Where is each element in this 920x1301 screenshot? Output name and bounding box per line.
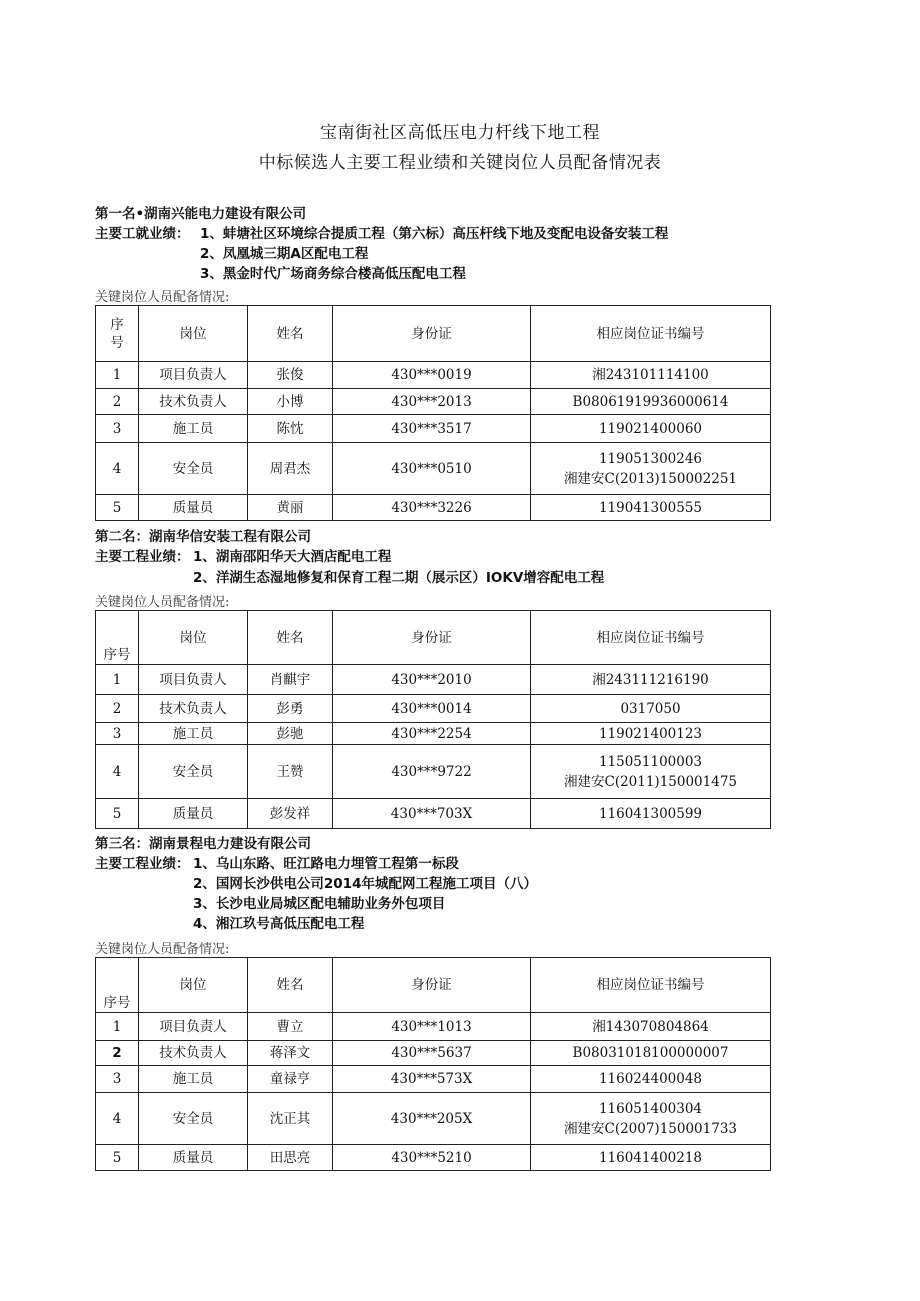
cell-id: 430***5637 <box>333 1041 531 1066</box>
cell-cert: 0317050 <box>531 695 771 723</box>
header-name: 姓名 <box>248 611 333 665</box>
candidate-2-performance-label: 主要工程业绩： <box>95 549 190 565</box>
cell-cert: 119021400123 <box>531 723 771 745</box>
cell-id: 430***3517 <box>333 415 531 443</box>
cell-cert <box>531 1093 771 1145</box>
candidate-2-staff-label: 关键岗位人员配备情况: <box>95 595 230 610</box>
cell-name: 沈正其 <box>248 1093 333 1145</box>
table-header-row <box>96 958 771 1013</box>
candidate-1-staff-label: 关键岗位人员配备情况: <box>95 290 230 305</box>
cell-post: 施工员 <box>139 723 248 745</box>
candidate-2-staff-table <box>95 610 771 829</box>
table-row <box>96 389 771 415</box>
cell-name: 彭驰 <box>248 723 333 745</box>
cell-text-line: 115051100003 <box>598 753 703 770</box>
header-seq <box>96 306 139 362</box>
cell-seq: 1 <box>96 665 139 695</box>
cell-name: 童禄亨 <box>248 1066 333 1093</box>
table-row <box>96 1145 771 1171</box>
cell-seq: 4 <box>96 1093 139 1145</box>
candidate-2-project-2: 2、洋湖生态湿地修复和保育工程二期（展示区）IOKV增容配电工程 <box>193 570 605 586</box>
candidate-3-project-4: 4、湘江玖号高低压配电工程 <box>193 916 365 932</box>
cell-name: 王赞 <box>248 745 333 799</box>
cell-post: 安全员 <box>139 745 248 799</box>
cell-cert: 119041300555 <box>531 495 771 521</box>
cell-text-line: 湘建安C(2013)150002251 <box>563 470 738 487</box>
cell-name: 陈忱 <box>248 415 333 443</box>
header-cert: 相应岗位证书编号 <box>531 611 771 665</box>
candidate-1-heading: 第一名•湖南兴能电力建设有限公司 <box>95 206 307 222</box>
cell-name: 彭发祥 <box>248 799 333 829</box>
cell-name: 曹立 <box>248 1013 333 1041</box>
cell-name: 周君杰 <box>248 443 333 495</box>
cell-post: 质量员 <box>139 799 248 829</box>
table-row <box>96 415 771 443</box>
table-row <box>96 443 771 495</box>
header-post: 岗位 <box>139 958 248 1013</box>
cell-cert: 119021400060 <box>531 415 771 443</box>
header-name: 姓名 <box>248 958 333 1013</box>
header-id: 身份证 <box>333 306 531 362</box>
cell-id: 430***2010 <box>333 665 531 695</box>
cell-seq: 4 <box>96 745 139 799</box>
candidate-3-performance-label: 主要工程业绩： <box>95 856 190 872</box>
cell-post: 项目负责人 <box>139 665 248 695</box>
table-row <box>96 665 771 695</box>
header-post: 岗位 <box>139 611 248 665</box>
table-header-row <box>96 611 771 665</box>
cell-seq: 5 <box>96 1145 139 1171</box>
cell-seq: 4 <box>96 443 139 495</box>
table-row <box>96 1066 771 1093</box>
cell-id: 430***0014 <box>333 695 531 723</box>
cell-text-line: 湘建安C(2007)150001733 <box>563 1120 738 1137</box>
cell-text-line: 号 <box>110 334 124 351</box>
cell-cert <box>531 745 771 799</box>
cell-seq: 2 <box>96 695 139 723</box>
candidate-1-performance-label: 主要工就业绩： <box>95 226 190 242</box>
cell-cert: 湘243111216190 <box>531 665 771 695</box>
candidate-2-heading: 第二名：湖南华信安装工程有限公司 <box>95 529 311 545</box>
table-row <box>96 362 771 389</box>
cell-post: 技术负责人 <box>139 695 248 723</box>
table-row <box>96 799 771 829</box>
header-cert: 相应岗位证书编号 <box>531 306 771 362</box>
cell-post: 安全员 <box>139 1093 248 1145</box>
cell-text-line: 序 <box>110 316 124 333</box>
header-seq: 序号 <box>96 958 139 1013</box>
candidate-3-staff-table <box>95 957 771 1171</box>
candidate-2-project-1: 1、湖南邵阳华天大酒店配电工程 <box>193 549 392 565</box>
cell-cert: 116024400048 <box>531 1066 771 1093</box>
cell-post: 质量员 <box>139 495 248 521</box>
cell-id: 430***205X <box>333 1093 531 1145</box>
table-row <box>96 1013 771 1041</box>
cell-cert: 湘243101114100 <box>531 362 771 389</box>
candidate-3-project-1: 1、乌山东路、旺江路电力埋管工程第一标段 <box>193 856 459 872</box>
cell-name: 张俊 <box>248 362 333 389</box>
candidate-3-heading: 第三名：湖南景程电力建设有限公司 <box>95 836 311 852</box>
cell-cert: 116041400218 <box>531 1145 771 1171</box>
cell-post: 质量员 <box>139 1145 248 1171</box>
cell-post: 施工员 <box>139 1066 248 1093</box>
candidate-1-project-2: 2、凤凰城三期A区配电工程 <box>200 246 369 262</box>
candidate-3-project-2: 2、国网长沙供电公司2014年城配网工程施工项目（八） <box>193 876 537 892</box>
header-name: 姓名 <box>248 306 333 362</box>
cell-name: 田思亮 <box>248 1145 333 1171</box>
cell-id: 430***703X <box>333 799 531 829</box>
cell-text-line: 119051300246 <box>598 450 703 467</box>
cell-post: 技术负责人 <box>139 389 248 415</box>
table-row <box>96 695 771 723</box>
cell-seq: 2 <box>96 389 139 415</box>
table-row <box>96 495 771 521</box>
cell-id: 430***5210 <box>333 1145 531 1171</box>
cell-name: 黄丽 <box>248 495 333 521</box>
cell-id: 430***0510 <box>333 443 531 495</box>
cell-name: 肖麒宇 <box>248 665 333 695</box>
table-row <box>96 745 771 799</box>
candidate-3-project-3: 3、长沙电业局城区配电辅助业务外包项目 <box>193 896 446 912</box>
cell-cert: B08031018100000007 <box>531 1041 771 1066</box>
cell-post: 技术负责人 <box>139 1041 248 1066</box>
document-title: 宝南街社区高低压电力杆线下地工程 <box>320 123 600 143</box>
header-cert: 相应岗位证书编号 <box>531 958 771 1013</box>
cell-seq: 3 <box>96 415 139 443</box>
cell-cert <box>531 443 771 495</box>
cell-name: 彭勇 <box>248 695 333 723</box>
candidate-1-project-3: 3、黑金时代广场商务综合楼高低压配电工程 <box>200 266 466 282</box>
document-subtitle: 中标候选人主要工程业绩和关键岗位人员配备情况表 <box>258 153 662 173</box>
cell-id: 430***1013 <box>333 1013 531 1041</box>
cell-seq: 3 <box>96 723 139 745</box>
cell-name: 小博 <box>248 389 333 415</box>
cell-seq: 1 <box>96 1013 139 1041</box>
cell-id: 430***3226 <box>333 495 531 521</box>
cell-post: 项目负责人 <box>139 1013 248 1041</box>
cell-id: 430***0019 <box>333 362 531 389</box>
cell-post: 项目负责人 <box>139 362 248 389</box>
cell-text-line: 116051400304 <box>598 1100 703 1117</box>
header-seq: 序号 <box>96 611 139 665</box>
cell-post: 施工员 <box>139 415 248 443</box>
table-row <box>96 1093 771 1145</box>
candidate-1-staff-table <box>95 305 771 521</box>
cell-cert: B08061919936000614 <box>531 389 771 415</box>
cell-name: 蒋泽文 <box>248 1041 333 1066</box>
cell-seq: 2 <box>96 1041 139 1066</box>
cell-seq: 1 <box>96 362 139 389</box>
header-id: 身份证 <box>333 958 531 1013</box>
cell-seq: 5 <box>96 495 139 521</box>
cell-id: 430***573X <box>333 1066 531 1093</box>
cell-text-line: 湘建安C(2011)150001475 <box>563 773 738 790</box>
table-row <box>96 1041 771 1066</box>
header-post: 岗位 <box>139 306 248 362</box>
candidate-3-staff-label: 关键岗位人员配备情况: <box>95 942 230 957</box>
cell-id: 430***2254 <box>333 723 531 745</box>
cell-post: 安全员 <box>139 443 248 495</box>
candidate-1-project-1: 1、蚌塘社区环境综合提质工程（第六标）高压杆线下地及变配电设备安装工程 <box>200 226 669 242</box>
table-header-row <box>96 306 771 362</box>
table-row <box>96 723 771 745</box>
cell-cert: 湘143070804864 <box>531 1013 771 1041</box>
cell-id: 430***9722 <box>333 745 531 799</box>
cell-cert: 116041300599 <box>531 799 771 829</box>
cell-seq: 3 <box>96 1066 139 1093</box>
cell-seq: 5 <box>96 799 139 829</box>
cell-id: 430***2013 <box>333 389 531 415</box>
header-id: 身份证 <box>333 611 531 665</box>
